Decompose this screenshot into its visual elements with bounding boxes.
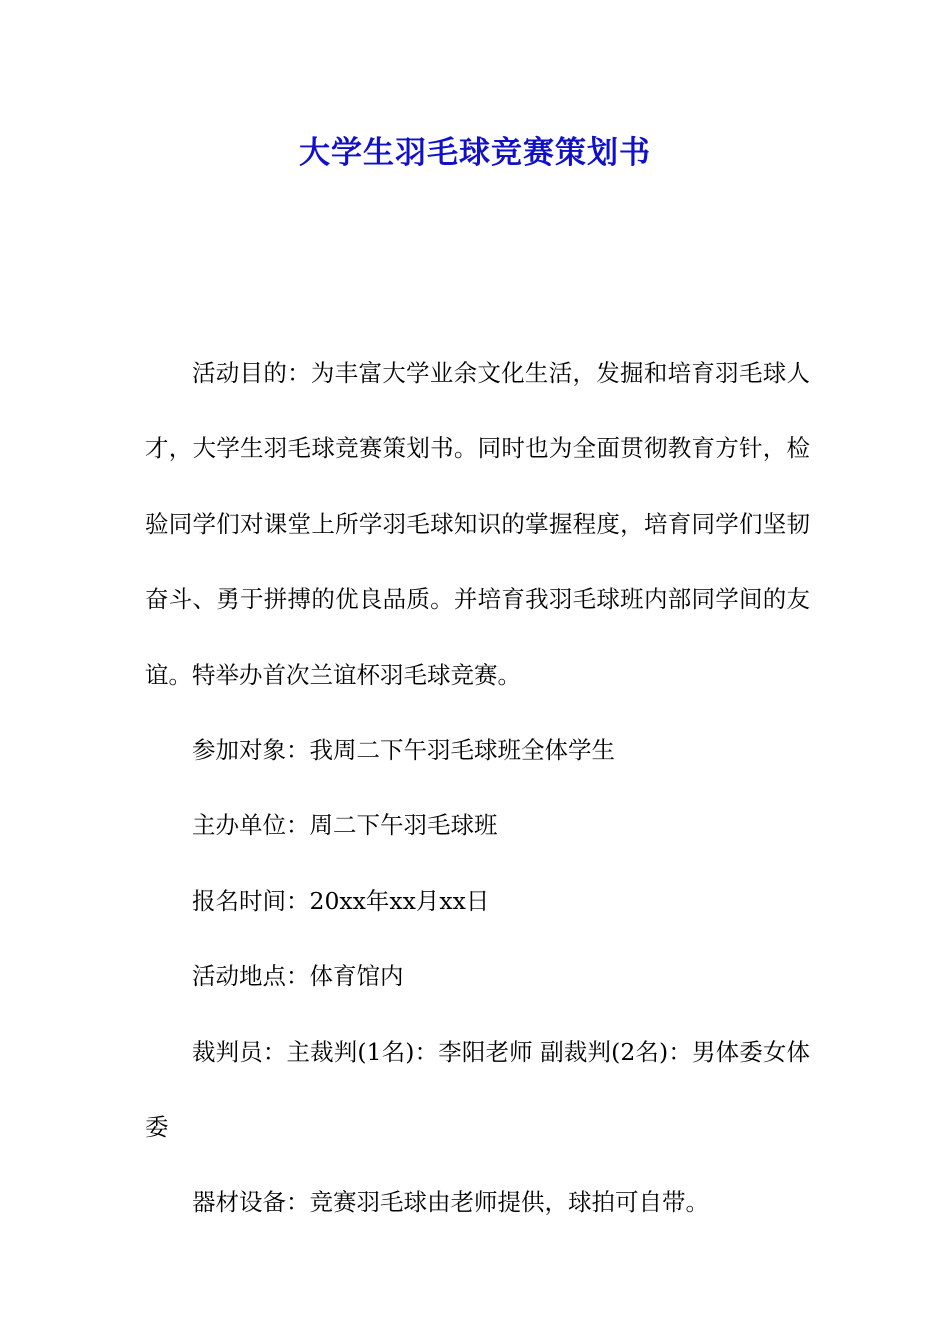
document-title: 大学生羽毛球竞赛策划书 xyxy=(299,135,651,171)
paragraph-participants: 参加对象：我周二下午羽毛球班全体学生 xyxy=(192,736,615,765)
document-body xyxy=(145,336,810,1241)
paragraph-registration-time: 报名时间：20xx年xx月xx日 xyxy=(192,886,490,915)
paragraph-venue: 活动地点：体育馆内 xyxy=(192,962,404,991)
paragraph-organizer: 主办单位：周二下午羽毛球班 xyxy=(192,811,498,840)
paragraph-referees: 裁判员：主裁判(1名)：李阳老师 副裁判(2名)：男体委女体委 xyxy=(145,1037,810,1142)
paragraph-purpose: 活动目的：为丰富大学业余文化生活，发掘和培育羽毛球人才，大学生羽毛球竞赛策划书。同时也为全面贯彻教育方针，检验同学们对课堂上所学羽毛球知识的掌握程度，培育同学们坚韧奋斗、勇于拼搏的优良品质。并培育我羽毛球班内部同学间的友谊。特举办首次兰谊杯羽毛球竞赛。 xyxy=(145,359,810,689)
paragraph-equipment: 器材设备：竞赛羽毛球由老师提供，球拍可自带。 xyxy=(192,1188,709,1217)
